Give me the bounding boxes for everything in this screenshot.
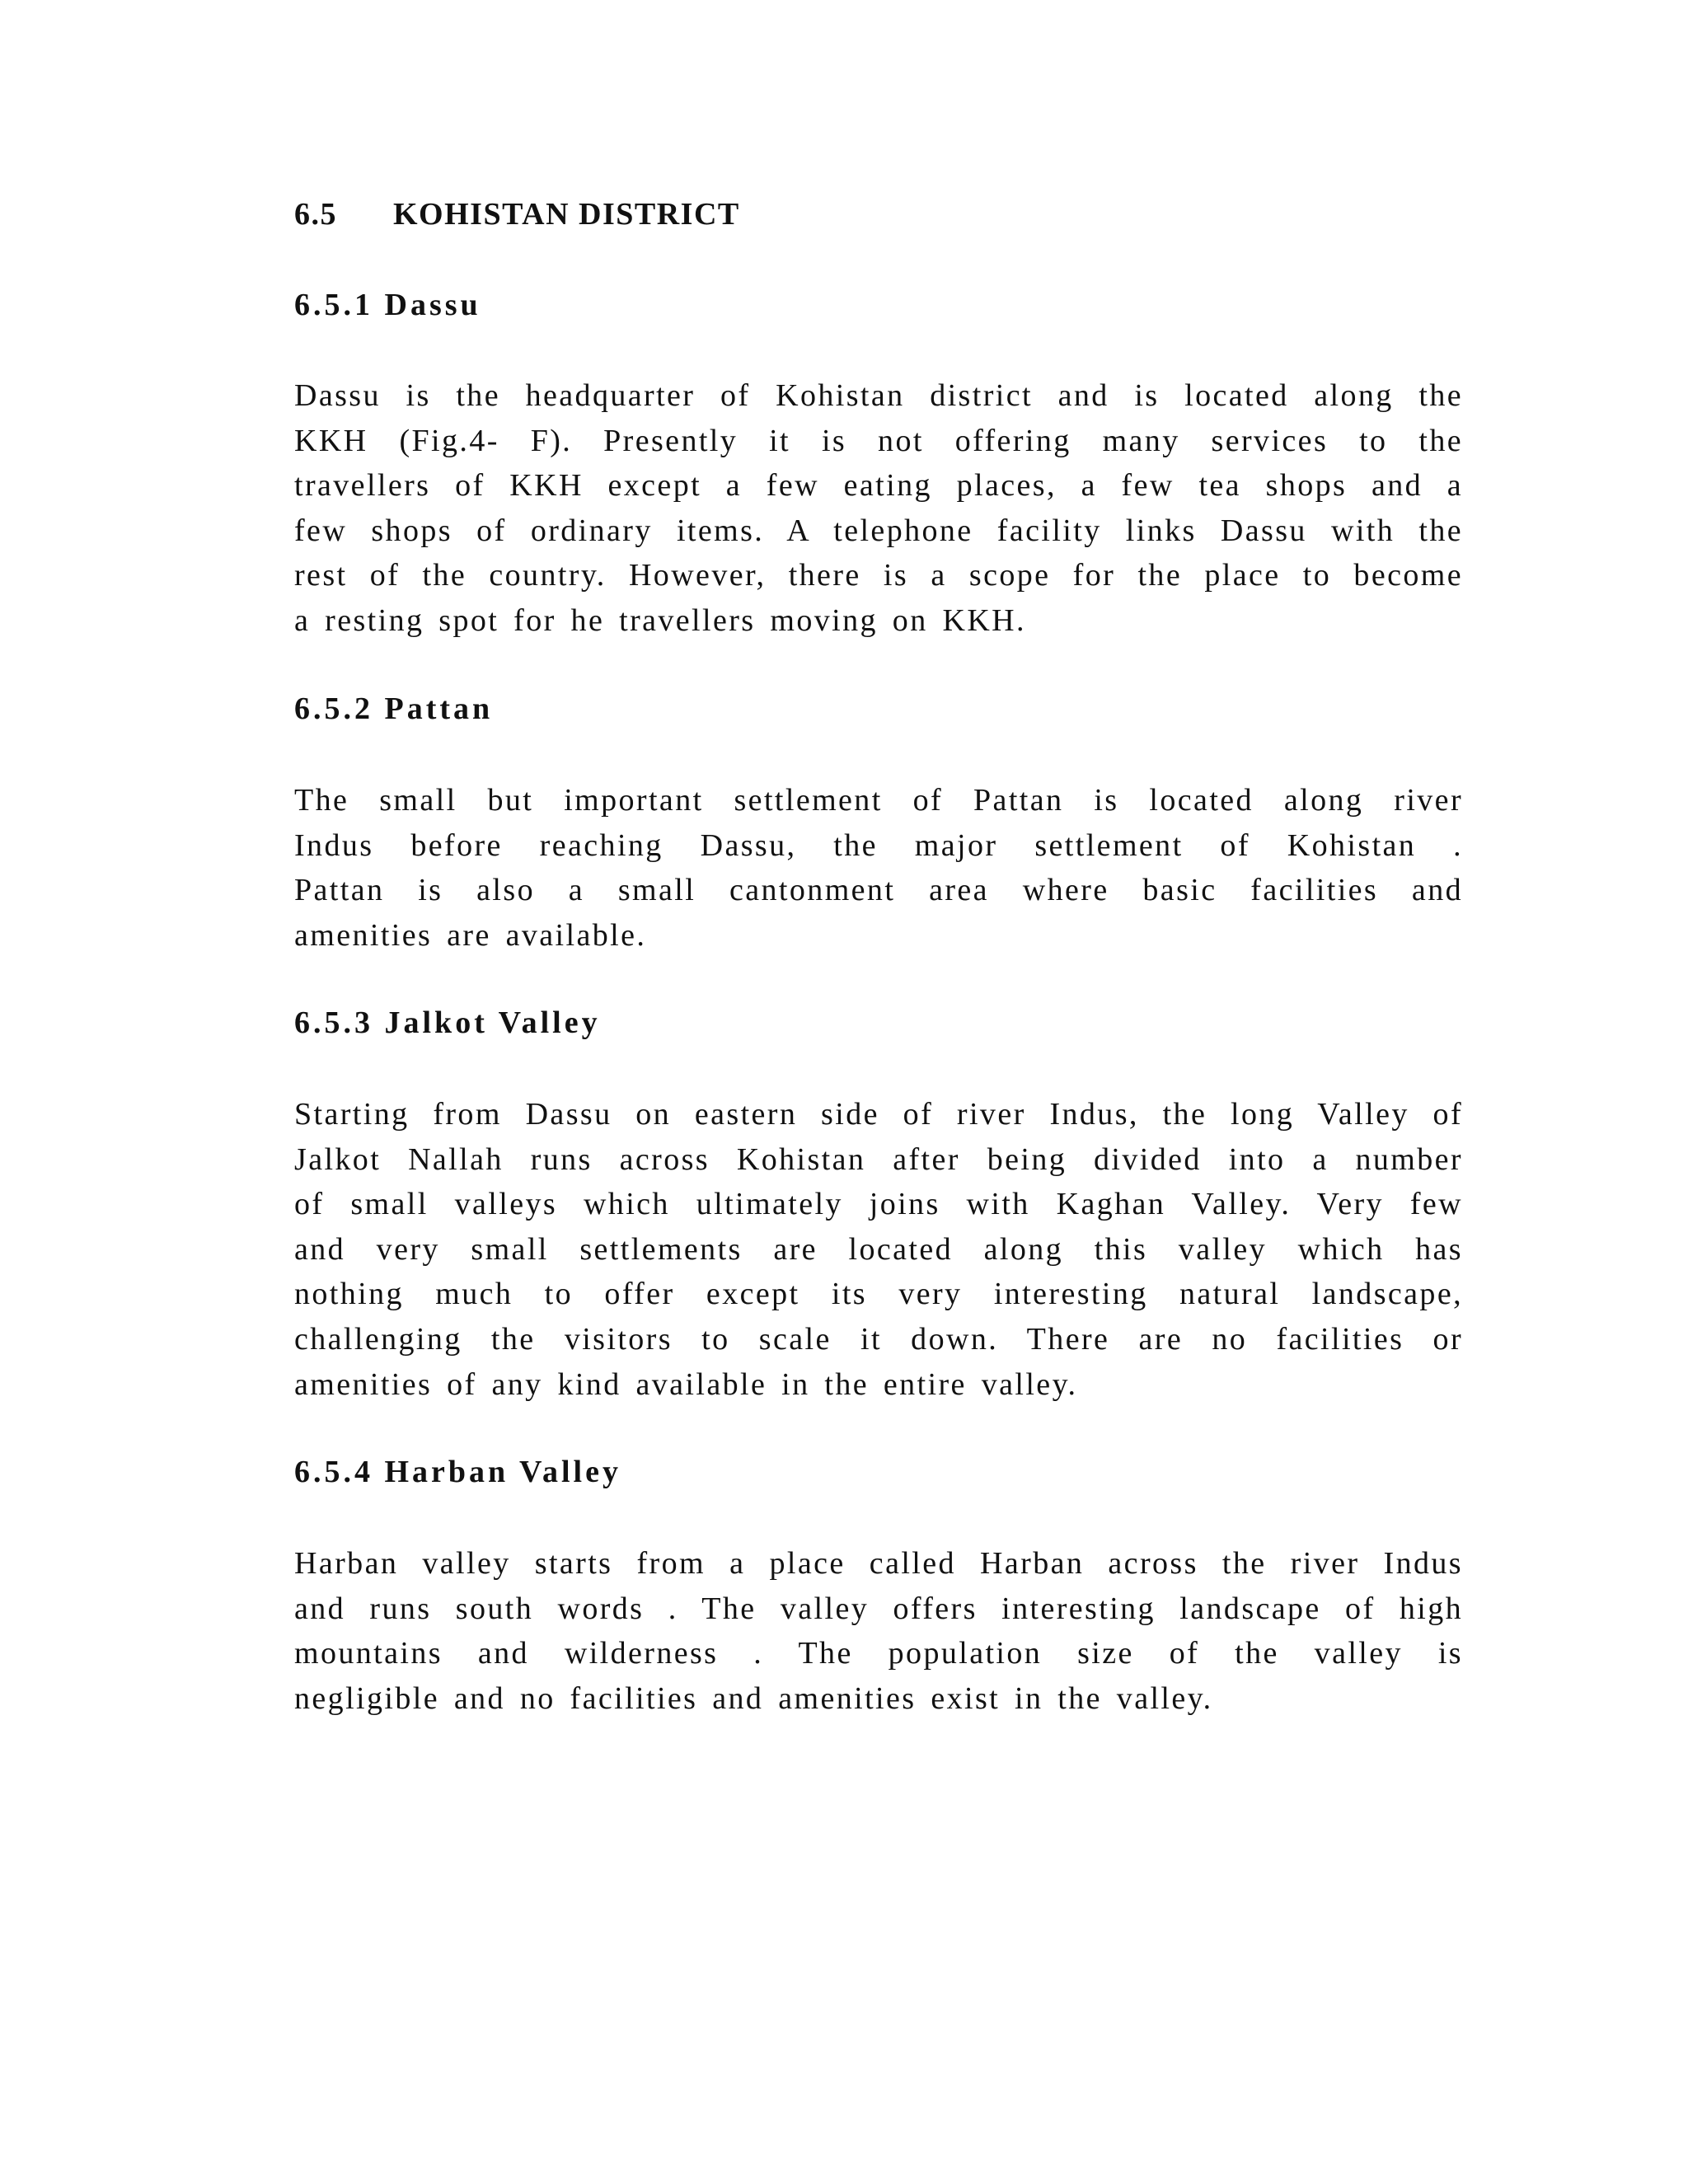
paragraph-line: Harban valley starts from a place called Harban across the river Indus — [294, 1546, 1463, 1581]
paragraph-line: KKH (Fig.4- F). Presently it is not offering many services to the — [294, 423, 1463, 458]
paragraph-line: travellers of KKH except a few eating places, a few tea shops and a — [294, 468, 1463, 504]
paragraph-line: Indus before reaching Dassu, the major settlement of Kohistan . — [294, 827, 1463, 863]
paragraph-line: and very small settlements are located along this valley which has — [294, 1231, 1463, 1267]
subsection-heading-jalkot-valley: 6.5.3 Jalkot Valley — [294, 1005, 601, 1040]
paragraph-line: Dassu is the headquarter of Kohistan district and is located along the — [294, 378, 1463, 413]
paragraph-line: and runs south words . The valley offers interesting landscape of high — [294, 1591, 1463, 1626]
paragraph-line: amenities of any kind available in the entire valley. — [294, 1366, 1078, 1402]
section-title: KOHISTAN DISTRICT — [393, 197, 740, 232]
paragraph-line: mountains and wilderness . The population size of the valley is — [294, 1636, 1463, 1671]
paragraph-line: rest of the country. However, there is a scope for the place to become — [294, 558, 1463, 593]
subsection-heading-pattan: 6.5.2 Pattan — [294, 691, 494, 726]
paragraph-line: challenging the visitors to scale it down. There are no facilities or — [294, 1321, 1463, 1357]
paragraph-jalkot-valley — [294, 1092, 1463, 1407]
paragraph-line: few shops of ordinary items. A telephone facility links Dassu with the — [294, 513, 1463, 548]
paragraph-harban-valley — [294, 1541, 1463, 1721]
paragraph-line: of small valleys which ultimately joins with Kaghan Valley. Very few — [294, 1187, 1463, 1222]
section-heading — [294, 196, 740, 232]
paragraph-pattan — [294, 778, 1463, 958]
section-number: 6.5 — [294, 197, 337, 232]
paragraph-line: The small but important settlement of Pattan is located along river — [294, 783, 1463, 818]
paragraph-line: Jalkot Nallah runs across Kohistan after being divided into a number — [294, 1141, 1463, 1177]
paragraph-line: Starting from Dassu on eastern side of river Indus, the long Valley of — [294, 1097, 1463, 1132]
subsection-heading-dassu: 6.5.1 Dassu — [294, 288, 481, 322]
paragraph-line: nothing much to offer except its very interesting natural landscape, — [294, 1277, 1463, 1312]
paragraph-line: Pattan is also a small cantonment area where basic facilities and — [294, 873, 1463, 908]
paragraph-line: negligible and no facilities and amenities exist in the valley. — [294, 1680, 1213, 1716]
paragraph-dassu — [294, 373, 1463, 644]
paragraph-line: a resting spot for he travellers moving on KKH. — [294, 602, 1026, 638]
paragraph-line: amenities are available. — [294, 917, 647, 953]
subsection-heading-harban-valley: 6.5.4 Harban Valley — [294, 1455, 621, 1489]
